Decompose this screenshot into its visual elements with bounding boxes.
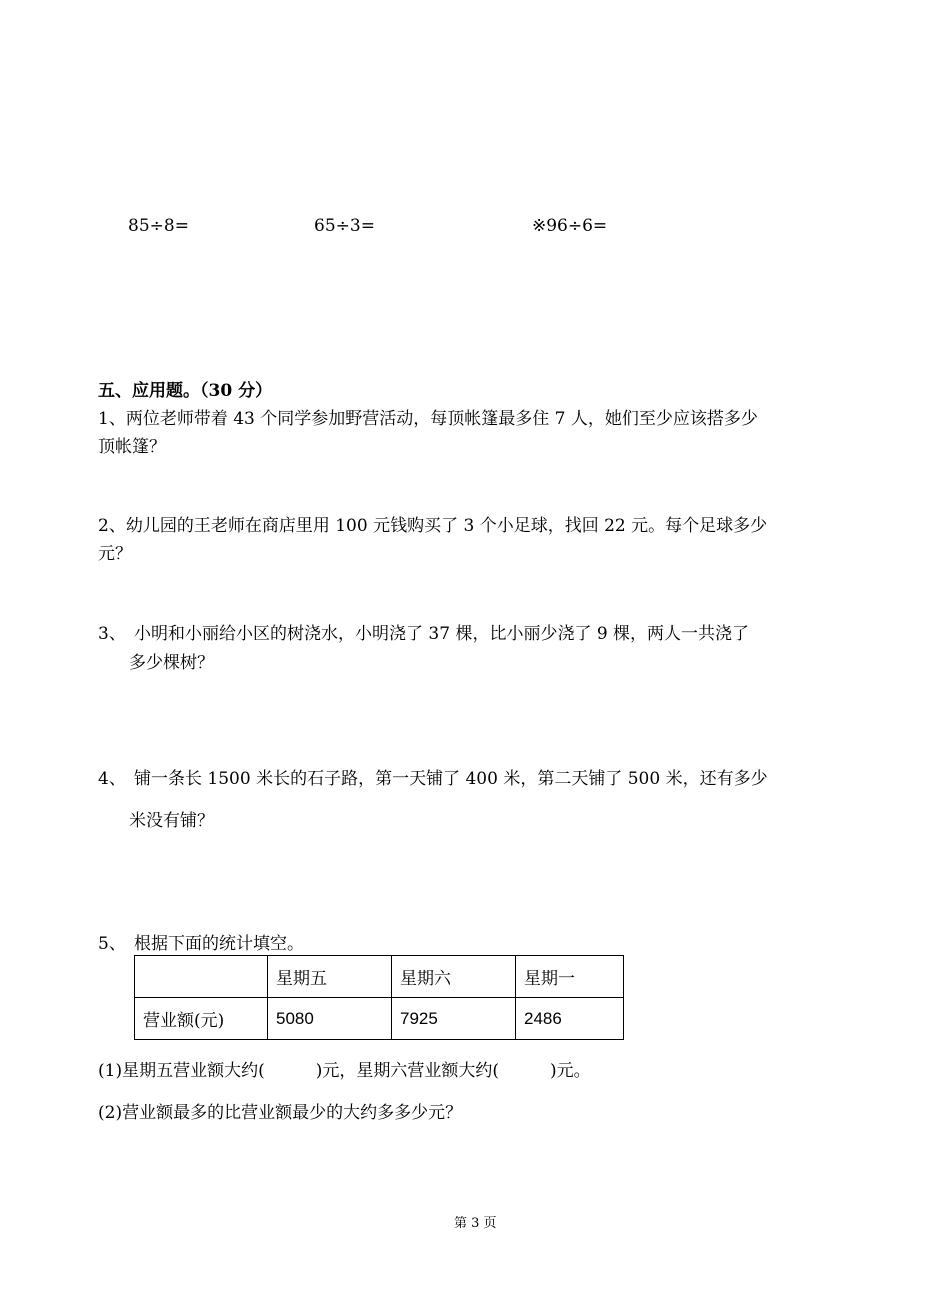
question-3-number: 3、 bbox=[98, 624, 126, 644]
table-header-cell: 星期五 bbox=[268, 956, 392, 998]
question-2-line-1: 2、幼儿园的王老师在商店里用 100 元钱购买了 3 个小足球，找回 22 元。每个足球多少 bbox=[98, 516, 768, 536]
question-4-number: 4、 bbox=[98, 769, 126, 789]
question-4-line-1: 铺一条长 1500 米长的石子路，第一天铺了 400 米，第二天铺了 500 米，还有多少 bbox=[134, 769, 768, 789]
table-cell: 2486 bbox=[516, 998, 624, 1040]
table-header-cell: 星期一 bbox=[516, 956, 624, 998]
question-1-line-2: 顶帐篷？ bbox=[98, 437, 166, 457]
question-5-intro: 根据下面的统计填空。 bbox=[134, 934, 304, 954]
sales-table bbox=[134, 955, 624, 1040]
calc-problem-1: 85÷8= bbox=[128, 216, 189, 236]
table-cell: 5080 bbox=[268, 998, 392, 1040]
table-cell: 7925 bbox=[392, 998, 516, 1040]
section-heading: 五、应用题。（30 分） bbox=[98, 381, 273, 401]
question-3-line-1: 小明和小丽给小区的树浇水，小明浇了 37 棵，比小丽少浇了 9 棵，两人一共浇了 bbox=[134, 624, 750, 644]
calc-problem-2: 65÷3= bbox=[314, 216, 375, 236]
question-5-number: 5、 bbox=[98, 934, 126, 954]
table-header-cell: 星期六 bbox=[392, 956, 516, 998]
question-5-sub-1: (1)星期五营业额大约( )元，星期六营业额大约( )元。 bbox=[98, 1061, 591, 1081]
question-1-line-1: 1、两位老师带着 43 个同学参加野营活动，每顶帐篷最多住 7 人，她们至少应该搭多少 bbox=[98, 409, 758, 429]
question-4-line-2: 米没有铺？ bbox=[129, 811, 214, 831]
question-3-line-2: 多少棵树？ bbox=[129, 653, 214, 673]
page-number: 第 3 页 bbox=[454, 1216, 497, 1231]
question-2-line-2: 元？ bbox=[98, 544, 132, 564]
table-row bbox=[135, 998, 624, 1040]
question-5-sub-2: (2)营业额最多的比营业额最少的大约多多少元？ bbox=[98, 1103, 463, 1123]
calc-problem-3: ※96÷6= bbox=[532, 216, 608, 236]
table-row-label: 营业额(元) bbox=[135, 998, 268, 1040]
table-header-cell bbox=[135, 956, 268, 998]
table-header-row bbox=[135, 956, 624, 998]
